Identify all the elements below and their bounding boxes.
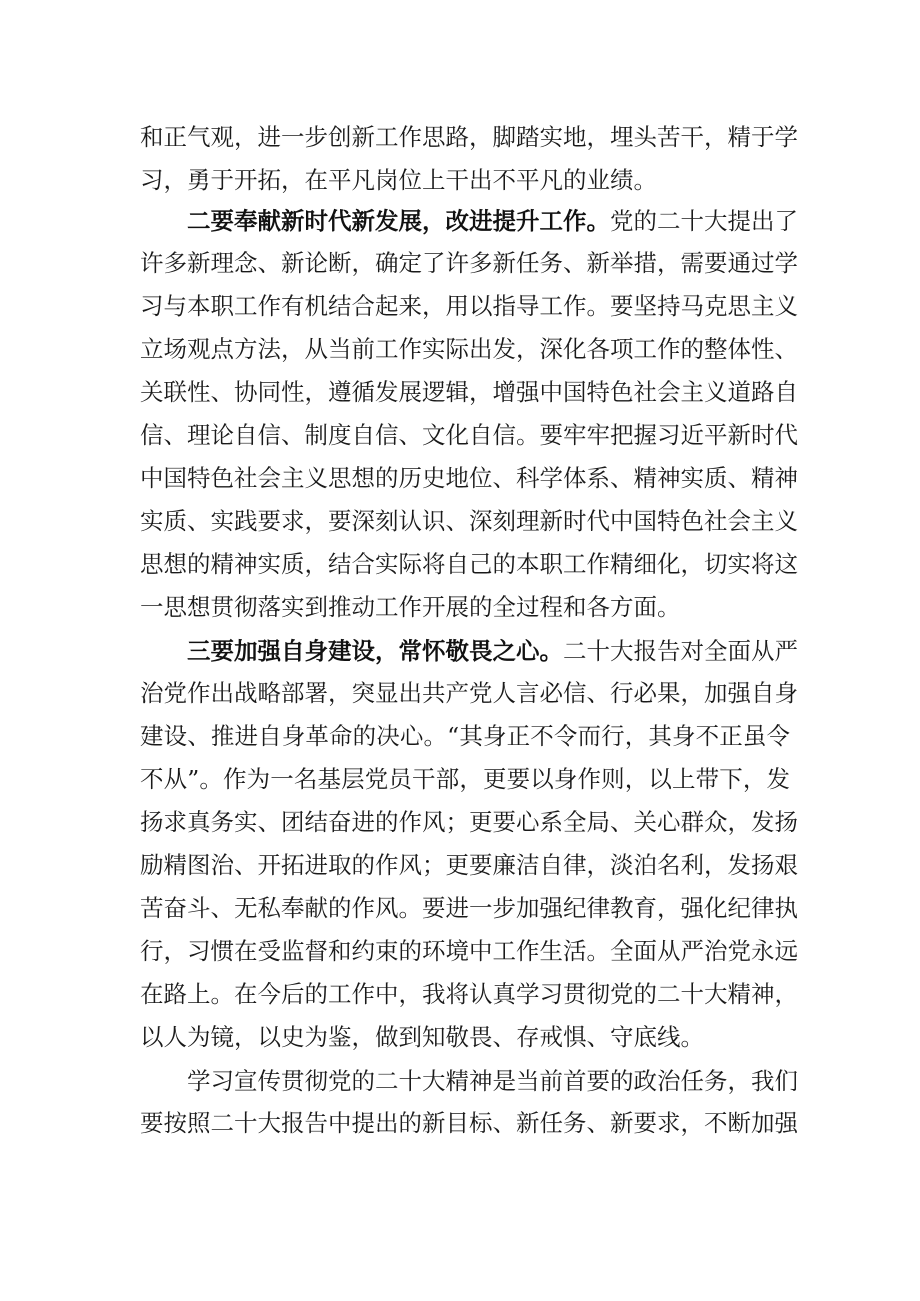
text-span: 二十大报告对全面从严 [563,637,798,665]
paragraph-first-line [187,206,798,236]
text-line: 治党作出战略部署，突显出共产党人言必信、行必果，加强自身 [140,679,798,707]
text-line: 以人为镜，以史为鉴，做到知敬畏、存戒惧、守底线。 [140,1023,704,1051]
text-line: 一思想贯彻落实到推动工作开展的全过程和各方面。 [140,593,681,621]
text-line: 信、理论自信、制度自信、文化自信。要牢牢把握习近平新时代 [140,421,798,449]
text-line: 要按照二十大报告中提出的新目标、新任务、新要求，不断加强 [140,1109,798,1137]
text-line: 关联性、协同性，遵循发展逻辑，增强中国特色社会主义道路自 [140,378,798,406]
text-line: 许多新理念、新论断，确定了许多新任务、新举措，需要通过学 [140,249,798,277]
text-line: 习，勇于开拓，在平凡岗位上干出不平凡的业绩。 [140,166,657,194]
text-line: 建设、推进自身革命的决心。“其身正不令而行，其身不正虽令 [140,722,790,750]
section-heading: 二要奉献新时代新发展，改进提升工作。 [187,207,610,235]
text-line: 和正气观，进一步创新工作思路，脚踏实地，埋头苦干，精于学 [140,123,798,151]
text-line: 中国特色社会主义思想的历史地位、科学体系、精神实质、精神 [140,464,798,492]
text-line: 实质、实践要求，要深刻认识、深刻理新时代中国特色社会主义 [140,507,798,535]
text-line: 立场观点方法，从当前工作实际出发，深化各项工作的整体性、 [140,335,798,363]
text-line: 在路上。在今后的工作中，我将认真学习贯彻党的二十大精神， [140,980,798,1008]
text-line: 苦奋斗、无私奉献的作风。要进一步加强纪律教育，强化纪律执 [140,894,798,922]
text-line: 扬求真务实、团结奋进的作风；更要心系全局、关心群众，发扬 [140,808,798,836]
text-span: 党的二十大提出了 [610,207,798,235]
section-heading: 三要加强自身建设，常怀敬畏之心。 [187,637,563,665]
text-line: 不从”。作为一名基层党员干部，更要以身作则，以上带下，发 [140,765,790,793]
text-line: 习与本职工作有机结合起来，用以指导工作。要坚持马克思主义 [140,292,798,320]
paragraph-first-line [187,636,798,666]
text-line: 思想的精神实质，结合实际将自己的本职工作精细化，切实将这 [140,550,798,578]
text-line: 行，习惯在受监督和约束的环境中工作生活。全面从严治党永远 [140,937,798,965]
text-line: 励精图治、开拓进取的作风；更要廉洁自律，淡泊名利，发扬艰 [140,851,798,879]
paragraph-first-line: 学习宣传贯彻党的二十大精神是当前首要的政治任务，我们 [187,1067,798,1095]
